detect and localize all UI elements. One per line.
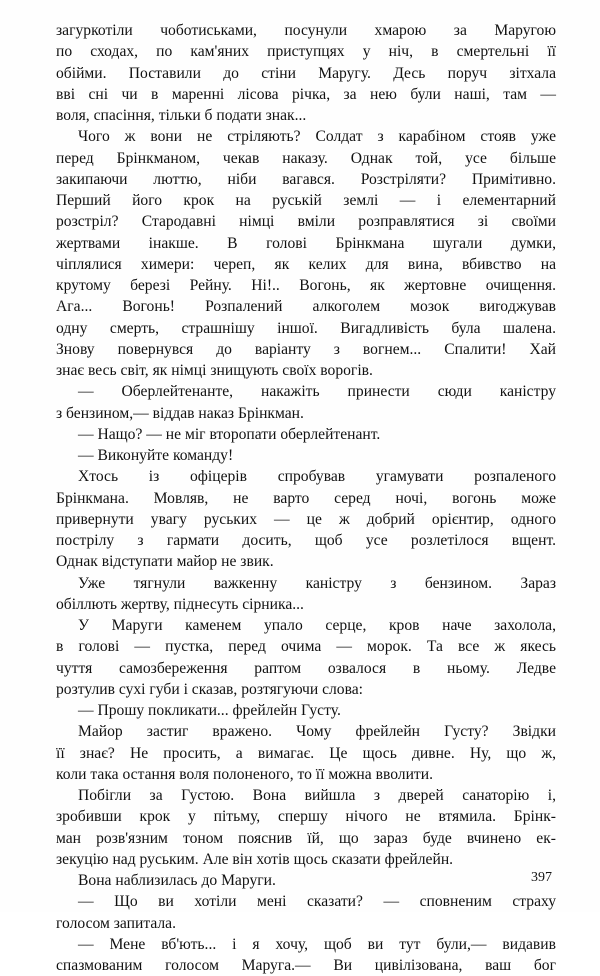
- text-line: Побігли за Густою. Вона вийшла з дверей санаторію і,: [78, 787, 556, 804]
- text-line: по сходах, по кам'яних приступцях у ніч, в смертельні її: [56, 43, 556, 61]
- text-line: Майор застиг вражено. Чому фрейлейн Густу? Звідки: [78, 723, 556, 741]
- text-line: привернути увагу руських — це ж добрий орієнтир, одного: [56, 510, 556, 528]
- text-line: загуркотіли чоботиськами, посунули хмарою за Маругою: [56, 22, 556, 39]
- page-number: 397: [531, 870, 552, 885]
- text-line: закипаючи люттю, ніби вагався. Розстріляти? Примітивно.: [56, 170, 556, 188]
- paragraph: [56, 955, 556, 976]
- paragraph: [56, 424, 556, 445]
- text-line: Уже тягнули важкенну каністру з бензином. Зараз: [78, 574, 556, 592]
- text-line: перед Брінкманом, чекав наказу. Однак той, усе більше: [56, 149, 556, 167]
- text-line: У Маруги каменем упало серце, кров наче захолола,: [78, 617, 556, 634]
- paragraph: [56, 466, 556, 487]
- text-line: її знає? Не просить, а вимагає. Це щось дивне. Ну, що ж,: [56, 744, 556, 762]
- text-line: воля, спасіння, тільки б подати знак...: [56, 107, 307, 124]
- paragraph: [56, 126, 556, 147]
- text-line: Чого ж вони не стріляють? Солдат з карабіном стояв уже: [78, 128, 556, 146]
- text-line: обійми. Поставили до стіни Маругу. Десь поруч зітхала: [56, 64, 556, 82]
- text-line: голосом запитала.: [56, 914, 176, 932]
- text-line: коли така остання воля полоненого, то її можна вволити.: [56, 765, 433, 783]
- paragraph: [56, 445, 556, 466]
- text-line: — Нащо? — не міг втоpопати оберлейтенант.: [78, 425, 381, 443]
- text-line: пострілу з гармати досить, щоб усе розлетілося вщент.: [56, 532, 556, 549]
- text-line: вві сні чи в маренні лісова річка, за нею були наші, там —: [56, 85, 556, 103]
- text-line: Хтось із офіцерів спробував угамувати розпаленого: [78, 468, 556, 486]
- text-line: спазмованим голосом Маруга.— Ви цивілізована, ваш бог: [56, 957, 556, 974]
- paragraph: [56, 594, 556, 615]
- text-line: чуття самозбереження раптом озвалося в ньому. Ледве: [56, 659, 556, 677]
- text-line: зекуцію над руським. Але він хотів щось сказати фрейлейн.: [56, 850, 454, 868]
- text-line: обіллють жертву, піднесуть сірника...: [56, 595, 304, 613]
- paragraph: [56, 806, 556, 870]
- text-line: Знову повернувся до варіанту з вогнем... Спалити! Хай: [56, 340, 556, 358]
- text-line: жертвами інакше. В голові Брінкмана шугали думки,: [56, 234, 556, 252]
- text-line: — Мене вб'ють... і я хочу, щоб ви тут були,— видавив: [78, 935, 556, 953]
- text-line: розстріл? Стародавні німці вміли розправлятися зі своїми: [56, 213, 556, 231]
- body-text: [56, 20, 556, 976]
- text-line: — Що ви хотіли мені сказати? — сповненим страху: [78, 893, 556, 911]
- text-line: — Оберлейтенанте, накажіть принести сюди каністру: [78, 383, 556, 401]
- paragraph: [56, 488, 556, 573]
- paragraph: [56, 20, 556, 126]
- text-line: чіплялися химери: череп, як келих для вина, вбивство на: [56, 255, 556, 273]
- paragraph: [56, 148, 556, 382]
- text-line: знає весь світ, як німці знищують своїх ворогів.: [56, 362, 373, 379]
- text-line: розтулив сухі губи і сказав, розтягуючи слова:: [56, 680, 364, 698]
- paragraph: [56, 934, 556, 955]
- paragraph: [56, 573, 556, 594]
- paragraph: [56, 743, 556, 786]
- text-line: — Прошу покликати... фрейлейн Густу.: [78, 702, 341, 719]
- text-line: Однак відступати майор не звик.: [56, 553, 274, 571]
- text-line: зробивши крок у пітьму, спершу нічого не втямила. Брінк-: [56, 808, 556, 826]
- text-line: Ага... Вогонь! Розпалений алкоголем мозок виroджував: [56, 298, 556, 316]
- paragraph: [56, 891, 556, 912]
- text-line: крутому березі Рейну. Ні!.. Вогонь, як жертовне очищення.: [56, 277, 556, 294]
- paragraph: [56, 913, 556, 934]
- paragraph: [56, 381, 556, 402]
- paragraph: [56, 615, 556, 636]
- text-line: з бензином,— віддав наказ Брінкман.: [56, 404, 304, 422]
- paragraph: [56, 636, 556, 700]
- paragraph: [56, 785, 556, 806]
- text-line: ман розв'язним тоном пояснив їй, що зараз буде вчинено ек-: [56, 829, 556, 847]
- text-line: в голові — пустка, перед очима — морок. Та все ж якесь: [56, 638, 556, 656]
- paragraph: [56, 870, 556, 891]
- text-line: одну смерть, страшнішу іншої. Вигадливість була шалена.: [56, 319, 556, 337]
- paragraph: [56, 403, 556, 424]
- text-line: — Виконуйте команду!: [78, 447, 234, 464]
- text-line: Перший його крок на руській землі — і елементарний: [56, 192, 556, 209]
- text-line: Брінкмана. Мовляв, не варто серед ночі, вогонь може: [56, 489, 556, 507]
- paragraph: [56, 700, 556, 721]
- paragraph: [56, 721, 556, 742]
- text-line: Вона наблизилась до Маруги.: [78, 872, 276, 889]
